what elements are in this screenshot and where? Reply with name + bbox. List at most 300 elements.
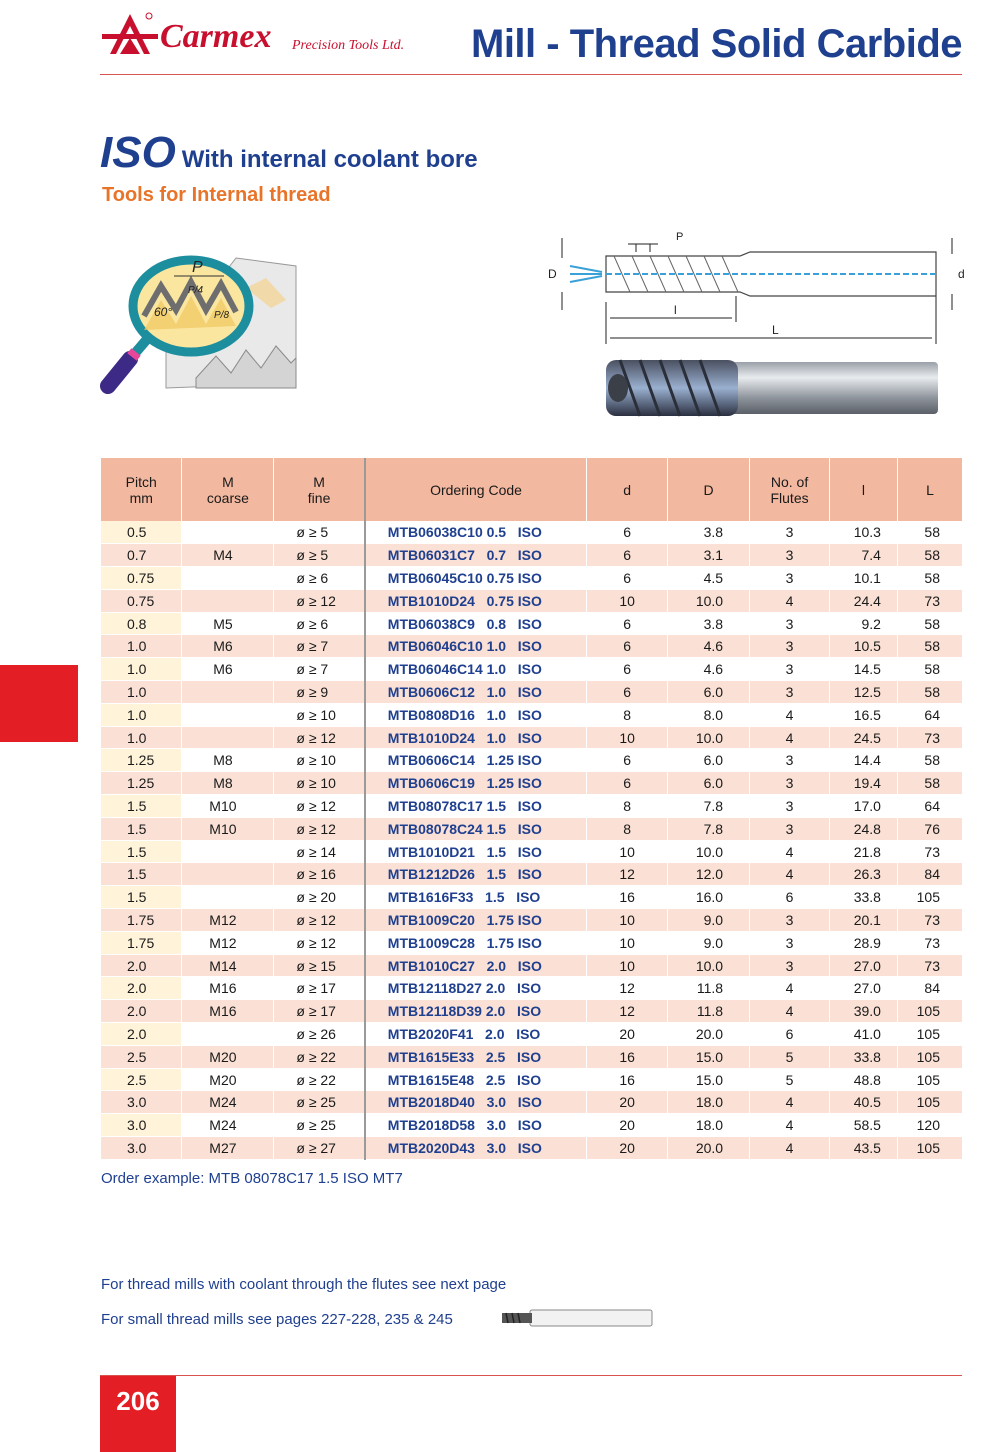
cell-pitch: 1.5 — [101, 886, 182, 909]
cell-d: 12 — [587, 1000, 668, 1023]
cell-L: 58 — [897, 521, 962, 544]
cell-pitch: 2.5 — [101, 1045, 182, 1068]
cell-m-coarse — [182, 589, 274, 612]
cell-pitch: 2.5 — [101, 1068, 182, 1091]
cell-D: 7.8 — [668, 817, 750, 840]
cell-ordering-code: MTB2018D40 3.0 ISO — [365, 1091, 587, 1114]
cell-l: 27.0 — [830, 977, 898, 1000]
cell-l: 24.8 — [830, 817, 898, 840]
tool-dimension-diagram — [540, 226, 980, 348]
cell-d: 10 — [587, 840, 668, 863]
cell-pitch: 1.0 — [101, 658, 182, 681]
cell-m-coarse: M5 — [182, 612, 274, 635]
cell-m-fine: ø ≥ 6 — [274, 567, 365, 590]
cell-L: 64 — [897, 795, 962, 818]
cell-flutes: 3 — [750, 521, 830, 544]
cell-D: 6.0 — [668, 772, 750, 795]
cell-pitch: 1.75 — [101, 931, 182, 954]
table-row — [101, 521, 963, 544]
cell-L: 58 — [897, 772, 962, 795]
cell-flutes: 4 — [750, 1137, 830, 1160]
cell-flutes: 6 — [750, 886, 830, 909]
cell-m-fine: ø ≥ 17 — [274, 977, 365, 1000]
cell-m-fine: ø ≥ 10 — [274, 772, 365, 795]
cell-l: 10.5 — [830, 635, 898, 658]
cell-m-coarse: M24 — [182, 1114, 274, 1137]
cell-m-fine: ø ≥ 7 — [274, 635, 365, 658]
cell-m-fine: ø ≥ 10 — [274, 703, 365, 726]
cell-ordering-code: MTB12118D27 2.0 ISO — [365, 977, 587, 1000]
cell-L: 73 — [897, 840, 962, 863]
cell-d: 6 — [587, 544, 668, 567]
header-m-fine: M fine — [274, 458, 365, 521]
cell-m-coarse: M16 — [182, 977, 274, 1000]
cell-d: 10 — [587, 931, 668, 954]
small-thread-mill-icon — [500, 1308, 654, 1328]
cell-ordering-code: MTB08078C24 1.5 ISO — [365, 817, 587, 840]
cell-L: 64 — [897, 703, 962, 726]
cell-ordering-code: MTB1212D26 1.5 ISO — [365, 863, 587, 886]
brand-name: Carmex — [160, 18, 272, 55]
cell-L: 58 — [897, 544, 962, 567]
cell-L: 73 — [897, 954, 962, 977]
table-row — [101, 977, 963, 1000]
table-row — [101, 863, 963, 886]
cell-D: 20.0 — [668, 1023, 750, 1046]
cell-L: 120 — [897, 1114, 962, 1137]
cell-l: 16.5 — [830, 703, 898, 726]
cell-L: 105 — [897, 1137, 962, 1160]
cell-d: 20 — [587, 1023, 668, 1046]
cell-D: 4.5 — [668, 567, 750, 590]
cell-ordering-code: MTB06045C10 0.75 ISO — [365, 567, 587, 590]
cell-m-coarse: M8 — [182, 772, 274, 795]
cell-pitch: 1.75 — [101, 909, 182, 932]
cell-D: 18.0 — [668, 1091, 750, 1114]
cell-m-fine: ø ≥ 12 — [274, 726, 365, 749]
cell-pitch: 1.5 — [101, 840, 182, 863]
cell-D: 4.6 — [668, 658, 750, 681]
cell-ordering-code: MTB1009C28 1.75 ISO — [365, 931, 587, 954]
cell-ordering-code: MTB1615E33 2.5 ISO — [365, 1045, 587, 1068]
page-number: 206 — [100, 1376, 176, 1452]
cell-D: 12.0 — [668, 863, 750, 886]
cell-ordering-code: MTB0606C14 1.25 ISO — [365, 749, 587, 772]
cell-pitch: 0.75 — [101, 589, 182, 612]
cell-ordering-code: MTB2020D43 3.0 ISO — [365, 1137, 587, 1160]
cell-flutes: 4 — [750, 1000, 830, 1023]
chapter-tab — [0, 665, 78, 742]
label-d: d — [958, 267, 965, 281]
cell-flutes: 3 — [750, 954, 830, 977]
cell-D: 3.8 — [668, 521, 750, 544]
cell-flutes: 3 — [750, 749, 830, 772]
cell-d: 20 — [587, 1137, 668, 1160]
cell-d: 6 — [587, 567, 668, 590]
cell-D: 15.0 — [668, 1068, 750, 1091]
label-D: D — [548, 267, 557, 281]
cell-flutes: 3 — [750, 795, 830, 818]
cell-pitch: 1.5 — [101, 817, 182, 840]
cell-m-fine: ø ≥ 5 — [274, 521, 365, 544]
cell-D: 15.0 — [668, 1045, 750, 1068]
cell-d: 20 — [587, 1091, 668, 1114]
cell-d: 6 — [587, 521, 668, 544]
cell-L: 73 — [897, 589, 962, 612]
cell-m-fine: ø ≥ 26 — [274, 1023, 365, 1046]
cell-L: 105 — [897, 1023, 962, 1046]
cell-D: 6.0 — [668, 681, 750, 704]
table-header-row — [101, 458, 963, 521]
cell-D: 3.1 — [668, 544, 750, 567]
cell-d: 16 — [587, 1045, 668, 1068]
cell-pitch: 2.0 — [101, 1023, 182, 1046]
cell-D: 10.0 — [668, 589, 750, 612]
cell-l: 17.0 — [830, 795, 898, 818]
cell-L: 73 — [897, 931, 962, 954]
cell-m-coarse: M20 — [182, 1068, 274, 1091]
cell-L: 76 — [897, 817, 962, 840]
cell-flutes: 4 — [750, 863, 830, 886]
cell-m-coarse: M24 — [182, 1091, 274, 1114]
cell-m-fine: ø ≥ 12 — [274, 909, 365, 932]
label-p8: P/8 — [214, 310, 230, 321]
cell-ordering-code: MTB06046C10 1.0 ISO — [365, 635, 587, 658]
cell-l: 41.0 — [830, 1023, 898, 1046]
cell-ordering-code: MTB2018D58 3.0 ISO — [365, 1114, 587, 1137]
table-row — [101, 544, 963, 567]
cell-flutes: 3 — [750, 658, 830, 681]
cell-l: 24.5 — [830, 726, 898, 749]
cell-l: 40.5 — [830, 1091, 898, 1114]
table-row — [101, 909, 963, 932]
cell-D: 9.0 — [668, 909, 750, 932]
tool-photo-illustration — [600, 356, 940, 420]
section-heading — [100, 128, 478, 178]
label-p4: P/4 — [188, 285, 204, 296]
cell-ordering-code: MTB1010D24 1.0 ISO — [365, 726, 587, 749]
cell-D: 10.0 — [668, 840, 750, 863]
cell-pitch: 1.5 — [101, 863, 182, 886]
cell-m-coarse — [182, 703, 274, 726]
cell-ordering-code: MTB06046C14 1.0 ISO — [365, 658, 587, 681]
table-row — [101, 635, 963, 658]
cell-ordering-code: MTB12118D39 2.0 ISO — [365, 1000, 587, 1023]
table-row — [101, 931, 963, 954]
cell-m-fine: ø ≥ 12 — [274, 931, 365, 954]
order-example: Order example: MTB 08078C17 1.5 ISO MT7 — [101, 1170, 403, 1187]
table-row — [101, 1137, 963, 1160]
cell-L: 73 — [897, 726, 962, 749]
cell-d: 10 — [587, 589, 668, 612]
cell-d: 12 — [587, 977, 668, 1000]
cell-m-fine: ø ≥ 12 — [274, 589, 365, 612]
cell-ordering-code: MTB0808D16 1.0 ISO — [365, 703, 587, 726]
cell-m-fine: ø ≥ 7 — [274, 658, 365, 681]
table-row — [101, 726, 963, 749]
table-row — [101, 1114, 963, 1137]
table-row — [101, 749, 963, 772]
cell-flutes: 6 — [750, 1023, 830, 1046]
cell-D: 6.0 — [668, 749, 750, 772]
table-row — [101, 567, 963, 590]
cell-d: 6 — [587, 635, 668, 658]
cell-pitch: 2.0 — [101, 977, 182, 1000]
cell-l: 26.3 — [830, 863, 898, 886]
cell-m-coarse: M20 — [182, 1045, 274, 1068]
cell-m-fine: ø ≥ 17 — [274, 1000, 365, 1023]
cell-ordering-code: MTB1010D21 1.5 ISO — [365, 840, 587, 863]
cell-flutes: 5 — [750, 1068, 830, 1091]
cell-D: 11.8 — [668, 1000, 750, 1023]
header-divider — [100, 74, 962, 75]
cell-m-coarse: M12 — [182, 909, 274, 932]
table-row — [101, 795, 963, 818]
cell-d: 16 — [587, 1068, 668, 1091]
cell-flutes: 3 — [750, 772, 830, 795]
cell-D: 10.0 — [668, 726, 750, 749]
iso-label: ISO — [100, 128, 176, 177]
cell-pitch: 2.0 — [101, 954, 182, 977]
cell-l: 33.8 — [830, 886, 898, 909]
cell-pitch: 2.0 — [101, 1000, 182, 1023]
table-row — [101, 772, 963, 795]
cell-D: 9.0 — [668, 931, 750, 954]
table-body — [101, 521, 963, 1159]
thread-profile-magnifier-illustration — [96, 238, 306, 408]
cell-L: 58 — [897, 658, 962, 681]
cell-l: 33.8 — [830, 1045, 898, 1068]
table-row — [101, 840, 963, 863]
cell-m-coarse: M4 — [182, 544, 274, 567]
cell-ordering-code: MTB1010C27 2.0 ISO — [365, 954, 587, 977]
cell-pitch: 0.7 — [101, 544, 182, 567]
footer-divider — [100, 1375, 962, 1376]
table-row — [101, 1023, 963, 1046]
cell-D: 10.0 — [668, 954, 750, 977]
cell-m-coarse: M10 — [182, 817, 274, 840]
cell-m-coarse — [182, 681, 274, 704]
cell-m-fine: ø ≥ 22 — [274, 1045, 365, 1068]
header-d: d — [587, 458, 668, 521]
cell-flutes: 5 — [750, 1045, 830, 1068]
cell-l: 48.8 — [830, 1068, 898, 1091]
page-title: Mill - Thread Solid Carbide — [471, 22, 962, 66]
cell-D: 11.8 — [668, 977, 750, 1000]
cell-D: 20.0 — [668, 1137, 750, 1160]
cell-ordering-code: MTB1009C20 1.75 ISO — [365, 909, 587, 932]
cell-m-fine: ø ≥ 9 — [274, 681, 365, 704]
cell-flutes: 3 — [750, 681, 830, 704]
cell-l: 10.1 — [830, 567, 898, 590]
cell-D: 3.8 — [668, 612, 750, 635]
cell-pitch: 1.0 — [101, 703, 182, 726]
cell-L: 105 — [897, 1068, 962, 1091]
cell-flutes: 3 — [750, 544, 830, 567]
cell-l: 24.4 — [830, 589, 898, 612]
cell-m-fine: ø ≥ 15 — [274, 954, 365, 977]
cell-flutes: 3 — [750, 931, 830, 954]
cell-ordering-code: MTB1616F33 1.5 ISO — [365, 886, 587, 909]
cell-d: 8 — [587, 795, 668, 818]
cell-L: 73 — [897, 909, 962, 932]
cell-m-fine: ø ≥ 16 — [274, 863, 365, 886]
cell-L: 105 — [897, 886, 962, 909]
table-row — [101, 612, 963, 635]
cell-l: 43.5 — [830, 1137, 898, 1160]
cell-pitch: 1.5 — [101, 795, 182, 818]
cell-d: 8 — [587, 817, 668, 840]
cell-l: 20.1 — [830, 909, 898, 932]
label-l: l — [674, 303, 677, 317]
cell-D: 4.6 — [668, 635, 750, 658]
cell-m-coarse: M10 — [182, 795, 274, 818]
table-row — [101, 954, 963, 977]
header-pitch: Pitch mm — [101, 458, 182, 521]
cell-L: 58 — [897, 681, 962, 704]
cell-m-fine: ø ≥ 12 — [274, 817, 365, 840]
cell-d: 20 — [587, 1114, 668, 1137]
cell-flutes: 3 — [750, 635, 830, 658]
cell-flutes: 4 — [750, 589, 830, 612]
cell-flutes: 3 — [750, 612, 830, 635]
cell-flutes: 3 — [750, 567, 830, 590]
cell-ordering-code: MTB0606C12 1.0 ISO — [365, 681, 587, 704]
cell-m-coarse — [182, 567, 274, 590]
cell-l: 14.4 — [830, 749, 898, 772]
cell-L: 105 — [897, 1045, 962, 1068]
cell-d: 12 — [587, 863, 668, 886]
label-L: L — [772, 323, 779, 337]
cell-m-coarse — [182, 726, 274, 749]
table-row — [101, 1091, 963, 1114]
cell-ordering-code: MTB0606C19 1.25 ISO — [365, 772, 587, 795]
header-l: l — [830, 458, 898, 521]
cell-flutes: 4 — [750, 726, 830, 749]
cell-pitch: 0.8 — [101, 612, 182, 635]
cell-m-coarse: M14 — [182, 954, 274, 977]
cell-d: 10 — [587, 954, 668, 977]
label-P-pitch: P — [676, 231, 684, 243]
cell-m-fine: ø ≥ 25 — [274, 1091, 365, 1114]
table-row — [101, 1045, 963, 1068]
cell-m-coarse — [182, 521, 274, 544]
cell-d: 10 — [587, 726, 668, 749]
cell-D: 16.0 — [668, 886, 750, 909]
table-row — [101, 681, 963, 704]
cell-m-coarse — [182, 886, 274, 909]
cell-pitch: 3.0 — [101, 1091, 182, 1114]
cell-ordering-code: MTB06038C9 0.8 ISO — [365, 612, 587, 635]
cell-m-coarse: M16 — [182, 1000, 274, 1023]
cell-flutes: 4 — [750, 703, 830, 726]
header-ordering-code: Ordering Code — [365, 458, 587, 521]
cell-m-coarse — [182, 840, 274, 863]
header-flutes: No. of Flutes — [750, 458, 830, 521]
cell-flutes: 4 — [750, 840, 830, 863]
cell-D: 7.8 — [668, 795, 750, 818]
cell-D: 8.0 — [668, 703, 750, 726]
cell-ordering-code: MTB06031C7 0.7 ISO — [365, 544, 587, 567]
cell-pitch: 1.25 — [101, 749, 182, 772]
table-row — [101, 589, 963, 612]
cell-flutes: 4 — [750, 1114, 830, 1137]
table-row — [101, 658, 963, 681]
cell-l: 14.5 — [830, 658, 898, 681]
cell-m-fine: ø ≥ 22 — [274, 1068, 365, 1091]
label-angle: 60° — [154, 305, 173, 319]
cell-ordering-code: MTB1010D24 0.75 ISO — [365, 589, 587, 612]
header-m-coarse: M coarse — [182, 458, 274, 521]
cell-d: 6 — [587, 772, 668, 795]
heading-text: With internal coolant bore — [181, 146, 478, 173]
cell-m-fine: ø ≥ 6 — [274, 612, 365, 635]
cell-l: 39.0 — [830, 1000, 898, 1023]
cell-flutes: 3 — [750, 909, 830, 932]
cell-L: 58 — [897, 612, 962, 635]
cell-m-coarse: M8 — [182, 749, 274, 772]
cell-flutes: 3 — [750, 817, 830, 840]
cell-d: 6 — [587, 658, 668, 681]
small-mills-note: For small thread mills see pages 227-228, 235 & 245 — [101, 1311, 453, 1328]
cell-pitch: 0.5 — [101, 521, 182, 544]
brand-subtitle: Precision Tools Ltd. — [292, 38, 405, 53]
cell-ordering-code: MTB06038C10 0.5 ISO — [365, 521, 587, 544]
cell-L: 58 — [897, 635, 962, 658]
cell-m-coarse — [182, 863, 274, 886]
cell-d: 16 — [587, 886, 668, 909]
table-row — [101, 703, 963, 726]
cell-l: 58.5 — [830, 1114, 898, 1137]
table-row — [101, 1000, 963, 1023]
table-row — [101, 1068, 963, 1091]
label-p: P — [192, 259, 203, 276]
cell-m-fine: ø ≥ 27 — [274, 1137, 365, 1160]
cell-L: 58 — [897, 749, 962, 772]
cell-d: 8 — [587, 703, 668, 726]
cell-pitch: 3.0 — [101, 1114, 182, 1137]
cell-l: 12.5 — [830, 681, 898, 704]
cell-m-fine: ø ≥ 25 — [274, 1114, 365, 1137]
cell-d: 6 — [587, 749, 668, 772]
cell-L: 58 — [897, 567, 962, 590]
cell-m-fine: ø ≥ 20 — [274, 886, 365, 909]
cell-L: 105 — [897, 1091, 962, 1114]
cell-m-coarse: M6 — [182, 658, 274, 681]
cell-m-coarse — [182, 1023, 274, 1046]
section-subheading: Tools for Internal thread — [102, 184, 331, 206]
cell-d: 10 — [587, 909, 668, 932]
cell-m-fine: ø ≥ 14 — [274, 840, 365, 863]
cell-pitch: 1.25 — [101, 772, 182, 795]
coolant-note: For thread mills with coolant through the flutes see next page — [101, 1276, 507, 1293]
cell-l: 28.9 — [830, 931, 898, 954]
cell-d: 6 — [587, 612, 668, 635]
cell-l: 21.8 — [830, 840, 898, 863]
cell-l: 9.2 — [830, 612, 898, 635]
cell-ordering-code: MTB08078C17 1.5 ISO — [365, 795, 587, 818]
cell-L: 84 — [897, 863, 962, 886]
cell-ordering-code: MTB1615E48 2.5 ISO — [365, 1068, 587, 1091]
cell-l: 27.0 — [830, 954, 898, 977]
cell-m-fine: ø ≥ 10 — [274, 749, 365, 772]
header-D: D — [668, 458, 750, 521]
cell-pitch: 1.0 — [101, 681, 182, 704]
cell-pitch: 3.0 — [101, 1137, 182, 1160]
cell-L: 105 — [897, 1000, 962, 1023]
cell-flutes: 4 — [750, 977, 830, 1000]
cell-d: 6 — [587, 681, 668, 704]
